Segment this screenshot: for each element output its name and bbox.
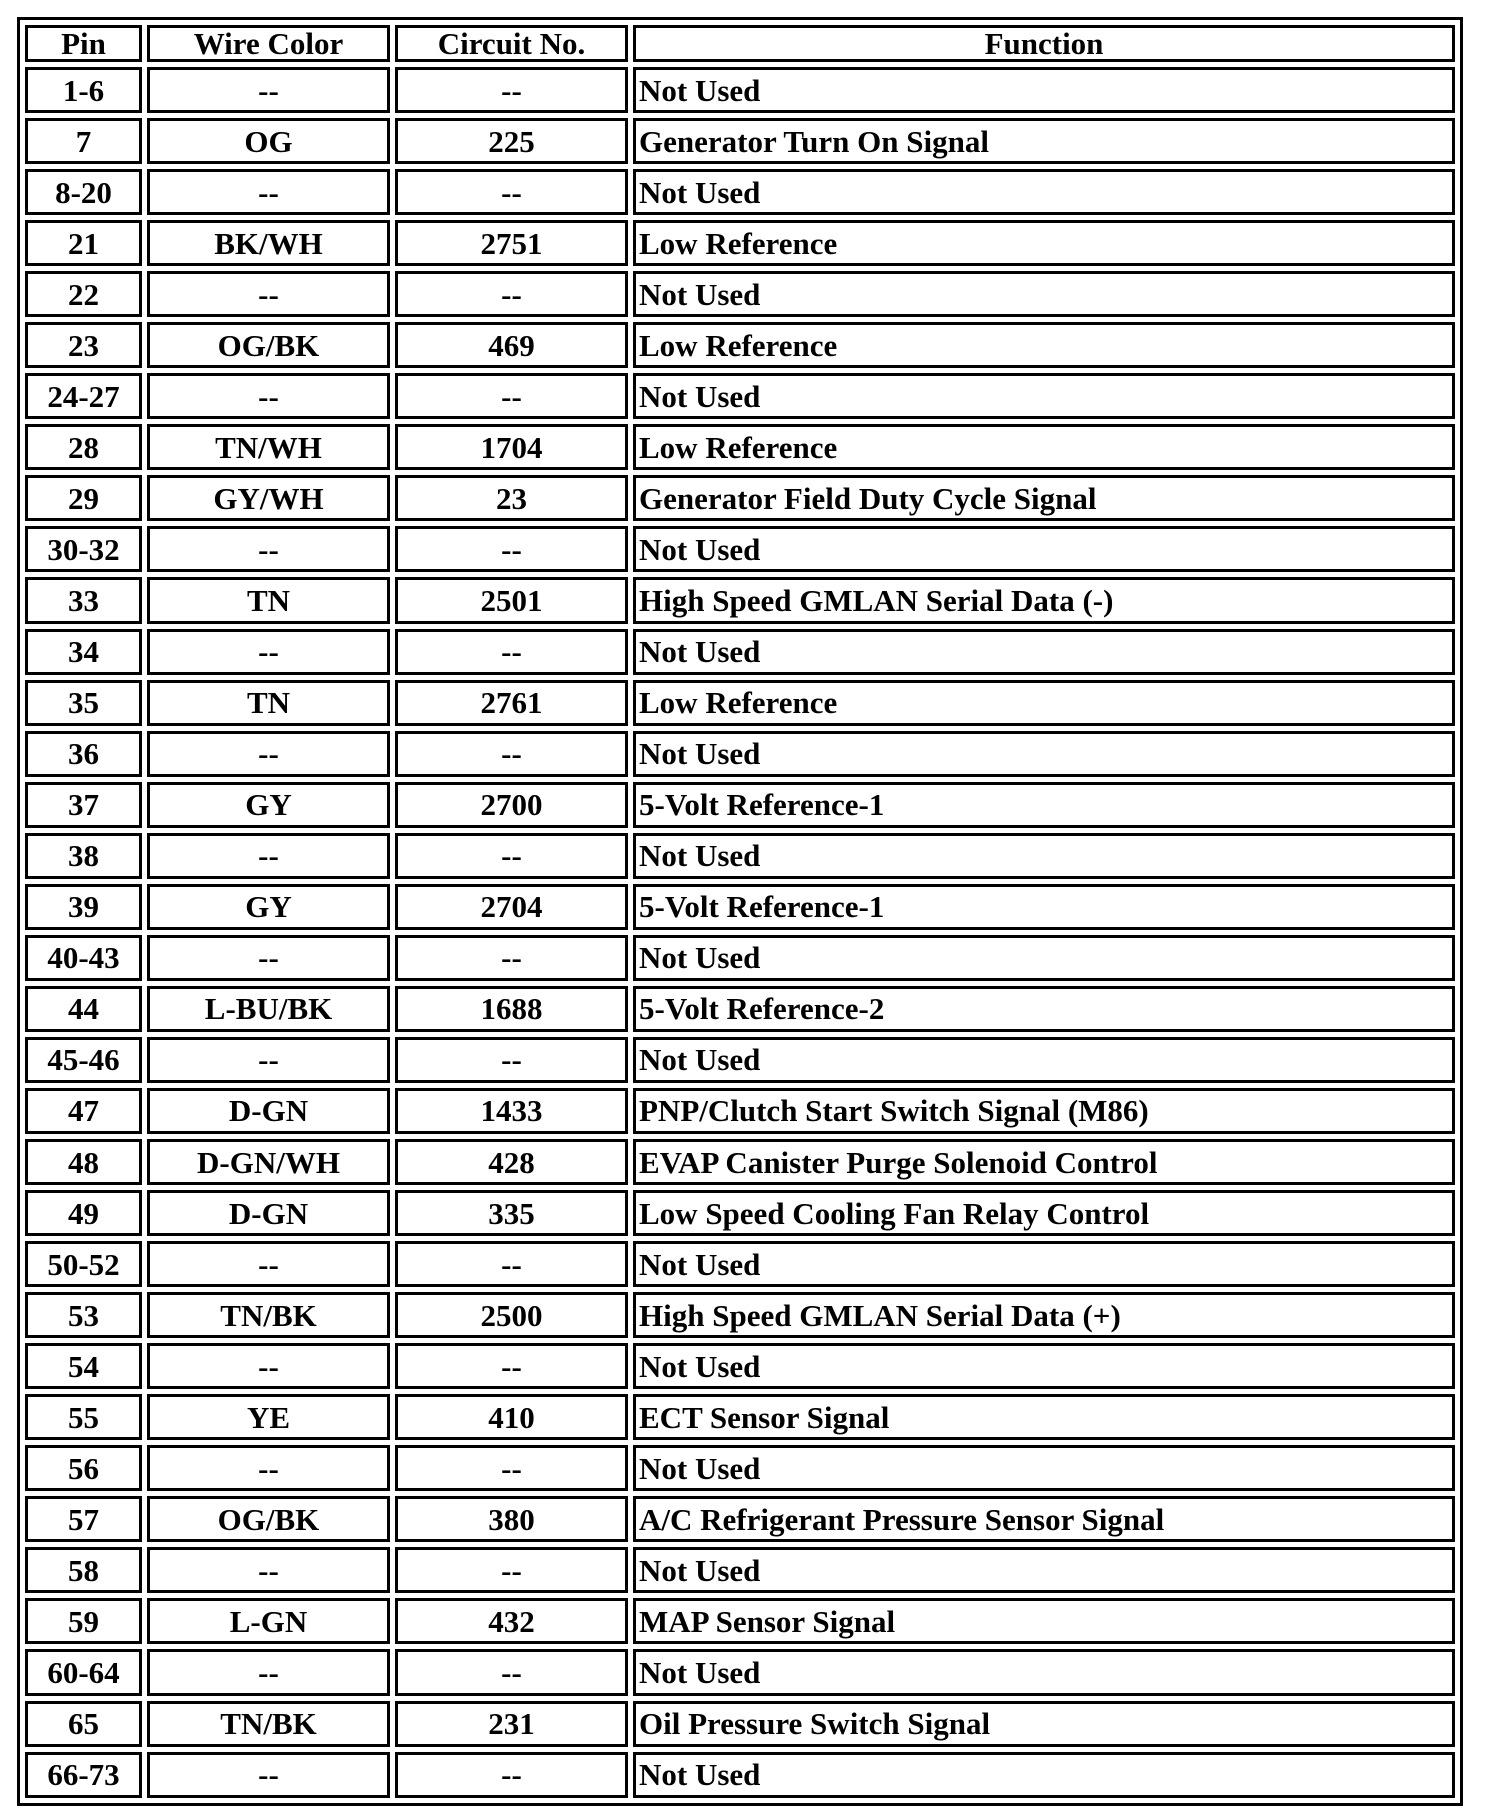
pin-cell: 50-52 <box>25 1241 142 1287</box>
header-pin: Pin <box>25 25 142 62</box>
pin-cell: 60-64 <box>25 1649 142 1695</box>
function-cell: EVAP Canister Purge Solenoid Control <box>633 1139 1455 1185</box>
table-row <box>25 1190 1455 1236</box>
wire-color-cell: OG <box>147 118 390 164</box>
pin-cell: 33 <box>25 577 142 623</box>
table-row <box>25 67 1455 113</box>
pin-cell: 56 <box>25 1445 142 1491</box>
pin-cell: 65 <box>25 1701 142 1747</box>
wire-color-cell: D-GN <box>147 1088 390 1134</box>
table-row <box>25 220 1455 266</box>
function-cell: Not Used <box>633 169 1455 215</box>
table-row <box>25 1037 1455 1083</box>
function-cell: Not Used <box>633 1037 1455 1083</box>
table-row <box>25 1701 1455 1747</box>
function-cell: Low Reference <box>633 680 1455 726</box>
table-row <box>25 935 1455 981</box>
wire-color-cell: TN/BK <box>147 1701 390 1747</box>
table-row <box>25 1088 1455 1134</box>
table-row <box>25 884 1455 930</box>
function-cell: Generator Turn On Signal <box>633 118 1455 164</box>
circuit-no-cell: 1704 <box>395 424 628 470</box>
pin-cell: 66-73 <box>25 1752 142 1798</box>
circuit-no-cell: 2704 <box>395 884 628 930</box>
header-circuit-no: Circuit No. <box>395 25 628 62</box>
pin-cell: 29 <box>25 475 142 521</box>
pin-cell: 39 <box>25 884 142 930</box>
circuit-no-cell: 23 <box>395 475 628 521</box>
wire-color-cell: TN <box>147 680 390 726</box>
pin-cell: 57 <box>25 1496 142 1542</box>
function-cell: 5-Volt Reference-1 <box>633 884 1455 930</box>
circuit-no-cell: 380 <box>395 1496 628 1542</box>
table-row <box>25 322 1455 368</box>
wire-color-cell: -- <box>147 67 390 113</box>
circuit-no-cell: -- <box>395 67 628 113</box>
circuit-no-cell: -- <box>395 1037 628 1083</box>
circuit-no-cell: 2751 <box>395 220 628 266</box>
pin-cell: 45-46 <box>25 1037 142 1083</box>
pin-cell: 1-6 <box>25 67 142 113</box>
wire-color-cell: -- <box>147 526 390 572</box>
pin-cell: 53 <box>25 1292 142 1338</box>
table-row <box>25 1241 1455 1287</box>
table-row <box>25 833 1455 879</box>
table-row <box>25 1445 1455 1491</box>
table-row <box>25 1139 1455 1185</box>
wire-color-cell: OG/BK <box>147 1496 390 1542</box>
circuit-no-cell: -- <box>395 833 628 879</box>
wire-color-cell: BK/WH <box>147 220 390 266</box>
wire-color-cell: L-BU/BK <box>147 986 390 1032</box>
wire-color-cell: TN/BK <box>147 1292 390 1338</box>
circuit-no-cell: -- <box>395 1241 628 1287</box>
pin-cell: 23 <box>25 322 142 368</box>
wire-color-cell: -- <box>147 731 390 777</box>
function-cell: Not Used <box>633 1547 1455 1593</box>
function-cell: Not Used <box>633 833 1455 879</box>
wire-color-cell: -- <box>147 833 390 879</box>
pin-cell: 28 <box>25 424 142 470</box>
pinout-grid <box>20 20 1460 1803</box>
pin-cell: 44 <box>25 986 142 1032</box>
pin-cell: 37 <box>25 782 142 828</box>
function-cell: Not Used <box>633 1241 1455 1287</box>
table-row <box>25 169 1455 215</box>
wire-color-cell: -- <box>147 373 390 419</box>
pin-cell: 40-43 <box>25 935 142 981</box>
table-row <box>25 1343 1455 1389</box>
pin-cell: 48 <box>25 1139 142 1185</box>
wire-color-cell: -- <box>147 1037 390 1083</box>
circuit-no-cell: -- <box>395 1547 628 1593</box>
circuit-no-cell: -- <box>395 1649 628 1695</box>
wire-color-cell: -- <box>147 1752 390 1798</box>
circuit-no-cell: 1433 <box>395 1088 628 1134</box>
circuit-no-cell: -- <box>395 1343 628 1389</box>
function-cell: Not Used <box>633 629 1455 675</box>
function-cell: A/C Refrigerant Pressure Sensor Signal <box>633 1496 1455 1542</box>
function-cell: Oil Pressure Switch Signal <box>633 1701 1455 1747</box>
circuit-no-cell: 428 <box>395 1139 628 1185</box>
wire-color-cell: YE <box>147 1394 390 1440</box>
pin-cell: 34 <box>25 629 142 675</box>
function-cell: Not Used <box>633 373 1455 419</box>
circuit-no-cell: 1688 <box>395 986 628 1032</box>
function-cell: ECT Sensor Signal <box>633 1394 1455 1440</box>
wire-color-cell: D-GN <box>147 1190 390 1236</box>
table-row <box>25 1649 1455 1695</box>
function-cell: 5-Volt Reference-2 <box>633 986 1455 1032</box>
wire-color-cell: -- <box>147 169 390 215</box>
wire-color-cell: -- <box>147 1343 390 1389</box>
table-row <box>25 782 1455 828</box>
function-cell: Low Reference <box>633 424 1455 470</box>
wire-color-cell: TN <box>147 577 390 623</box>
header-function: Function <box>633 25 1455 62</box>
function-cell: High Speed GMLAN Serial Data (+) <box>633 1292 1455 1338</box>
wire-color-cell: D-GN/WH <box>147 1139 390 1185</box>
circuit-no-cell: -- <box>395 271 628 317</box>
circuit-no-cell: -- <box>395 629 628 675</box>
table-row <box>25 1292 1455 1338</box>
table-row <box>25 629 1455 675</box>
circuit-no-cell: -- <box>395 731 628 777</box>
pin-cell: 22 <box>25 271 142 317</box>
table-row <box>25 424 1455 470</box>
circuit-no-cell: 225 <box>395 118 628 164</box>
pin-cell: 54 <box>25 1343 142 1389</box>
circuit-no-cell: 2700 <box>395 782 628 828</box>
pin-cell: 49 <box>25 1190 142 1236</box>
function-cell: Not Used <box>633 1445 1455 1491</box>
circuit-no-cell: -- <box>395 169 628 215</box>
table-row <box>25 373 1455 419</box>
function-cell: High Speed GMLAN Serial Data (-) <box>633 577 1455 623</box>
function-cell: MAP Sensor Signal <box>633 1598 1455 1644</box>
pin-cell: 7 <box>25 118 142 164</box>
circuit-no-cell: 335 <box>395 1190 628 1236</box>
pin-cell: 38 <box>25 833 142 879</box>
wire-color-cell: -- <box>147 1649 390 1695</box>
table-row <box>25 1752 1455 1798</box>
pin-cell: 30-32 <box>25 526 142 572</box>
function-cell: Not Used <box>633 67 1455 113</box>
wire-color-cell: TN/WH <box>147 424 390 470</box>
function-cell: Not Used <box>633 271 1455 317</box>
pin-cell: 8-20 <box>25 169 142 215</box>
table-row <box>25 1394 1455 1440</box>
pin-cell: 59 <box>25 1598 142 1644</box>
circuit-no-cell: -- <box>395 373 628 419</box>
circuit-no-cell: 432 <box>395 1598 628 1644</box>
table-row <box>25 1598 1455 1644</box>
table-row <box>25 986 1455 1032</box>
circuit-no-cell: 231 <box>395 1701 628 1747</box>
wire-color-cell: L-GN <box>147 1598 390 1644</box>
wire-color-cell: -- <box>147 271 390 317</box>
table-row <box>25 271 1455 317</box>
pin-cell: 55 <box>25 1394 142 1440</box>
table-row <box>25 475 1455 521</box>
table-row <box>25 118 1455 164</box>
function-cell: 5-Volt Reference-1 <box>633 782 1455 828</box>
header-wire-color: Wire Color <box>147 25 390 62</box>
table-row <box>25 526 1455 572</box>
function-cell: Low Reference <box>633 220 1455 266</box>
wire-color-cell: -- <box>147 629 390 675</box>
circuit-no-cell: 2761 <box>395 680 628 726</box>
wire-color-cell: -- <box>147 935 390 981</box>
table-row <box>25 1496 1455 1542</box>
pin-cell: 36 <box>25 731 142 777</box>
circuit-no-cell: -- <box>395 1752 628 1798</box>
circuit-no-cell: 2500 <box>395 1292 628 1338</box>
function-cell: Not Used <box>633 1343 1455 1389</box>
wire-color-cell: -- <box>147 1241 390 1287</box>
function-cell: Not Used <box>633 935 1455 981</box>
table-row <box>25 731 1455 777</box>
function-cell: Low Reference <box>633 322 1455 368</box>
wire-color-cell: -- <box>147 1547 390 1593</box>
wire-color-cell: GY <box>147 782 390 828</box>
wire-color-cell: -- <box>147 1445 390 1491</box>
pin-cell: 24-27 <box>25 373 142 419</box>
connector-pinout-table <box>17 17 1463 1806</box>
circuit-no-cell: 2501 <box>395 577 628 623</box>
circuit-no-cell: 469 <box>395 322 628 368</box>
table-row <box>25 577 1455 623</box>
function-cell: PNP/Clutch Start Switch Signal (M86) <box>633 1088 1455 1134</box>
function-cell: Low Speed Cooling Fan Relay Control <box>633 1190 1455 1236</box>
pin-cell: 58 <box>25 1547 142 1593</box>
pin-cell: 21 <box>25 220 142 266</box>
function-cell: Not Used <box>633 731 1455 777</box>
function-cell: Not Used <box>633 1752 1455 1798</box>
function-cell: Not Used <box>633 1649 1455 1695</box>
circuit-no-cell: -- <box>395 935 628 981</box>
circuit-no-cell: -- <box>395 1445 628 1491</box>
table-row <box>25 680 1455 726</box>
wire-color-cell: GY/WH <box>147 475 390 521</box>
function-cell: Not Used <box>633 526 1455 572</box>
wire-color-cell: OG/BK <box>147 322 390 368</box>
function-cell: Generator Field Duty Cycle Signal <box>633 475 1455 521</box>
circuit-no-cell: -- <box>395 526 628 572</box>
wire-color-cell: GY <box>147 884 390 930</box>
pin-cell: 35 <box>25 680 142 726</box>
pin-cell: 47 <box>25 1088 142 1134</box>
table-row <box>25 1547 1455 1593</box>
circuit-no-cell: 410 <box>395 1394 628 1440</box>
header-row <box>25 25 1455 62</box>
